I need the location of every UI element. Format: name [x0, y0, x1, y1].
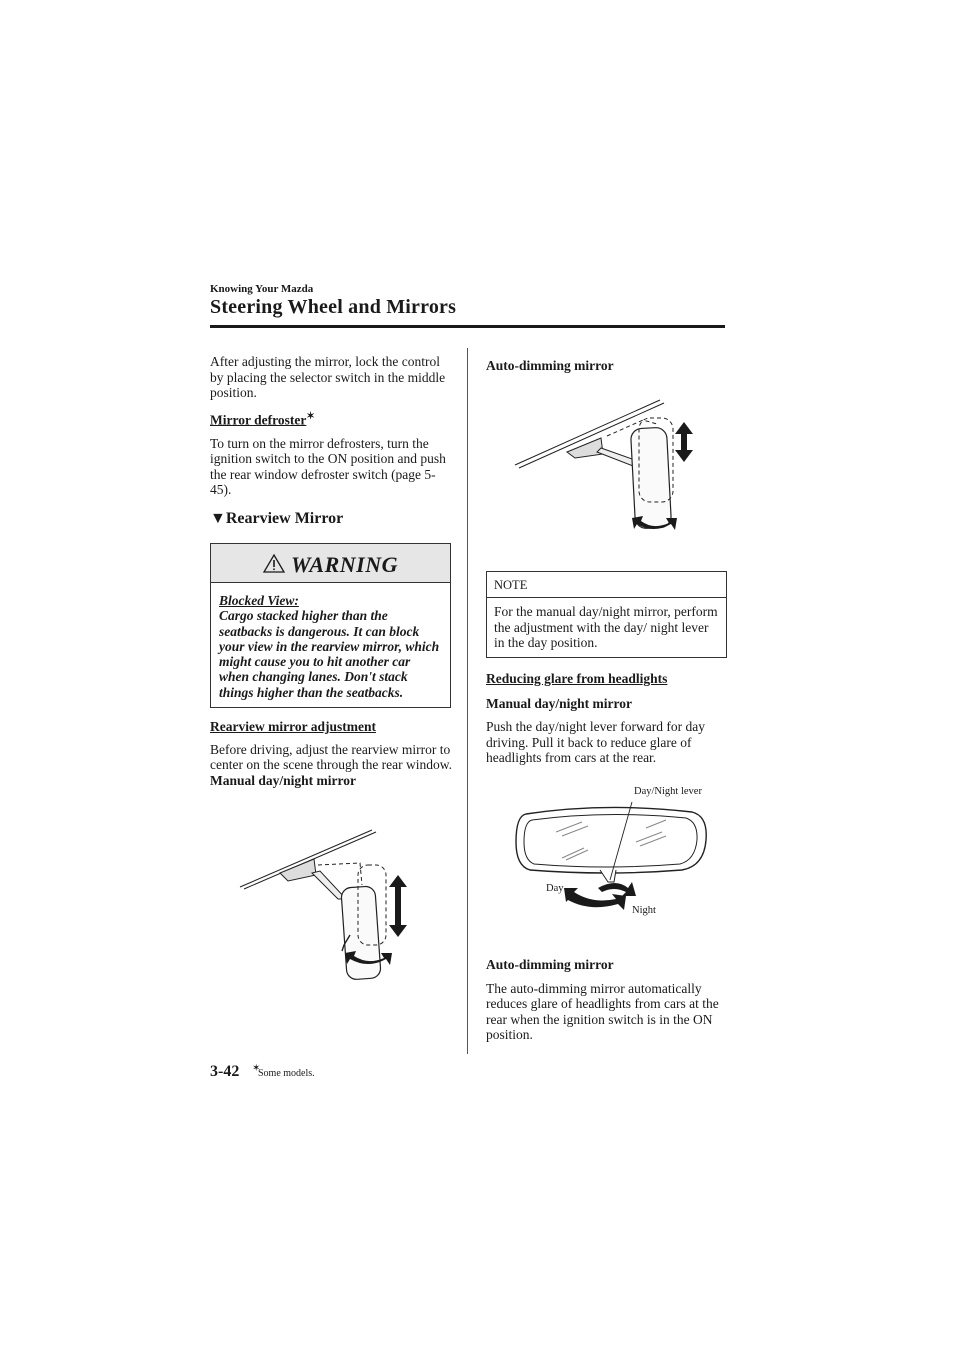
note-title: NOTE [487, 572, 726, 598]
warning-body [211, 583, 450, 700]
defroster-paragraph: To turn on the mirror defrosters, turn the ignition switch to the ON position and push the rear window defroster switch (page 5-45). [210, 435, 446, 497]
auto-dimming-section [486, 957, 726, 1043]
column-divider [467, 348, 468, 1054]
section-kicker: Knowing Your Mazda [210, 283, 314, 295]
night-label: Night [632, 905, 656, 916]
lever-label: Day/Night lever [634, 786, 702, 797]
auto-mirror-subheading: Auto-dimming mirror [486, 957, 614, 972]
warning-box [210, 543, 451, 708]
warning-triangle-icon [263, 554, 285, 573]
footnote-text: Some models. [258, 1068, 315, 1079]
triangle-marker-icon: ▼ [210, 510, 226, 527]
page-number: 3-42 [210, 1063, 240, 1080]
left-column-top [210, 354, 455, 498]
auto-dimming-mirror-illustration [515, 400, 695, 540]
adjust-paragraph: Before driving, adjust the rearview mirror to center on the scene through the rear window. [210, 741, 453, 772]
day-label: Day [546, 883, 564, 894]
manual-mirror-paragraph: Push the day/night lever forward for day driving. Pull it back to reduce glare of headlights from cars at the rear. [486, 719, 705, 765]
section-heading [210, 510, 343, 528]
title-rule [210, 325, 725, 328]
warning-text: Cargo stacked higher than the seatbacks is dangerous. It can block your view in the rearview mirror, which might cause you to hit another car when changing lanes. Don't stack things higher than the seatbacks. [219, 608, 440, 700]
adjust-heading: Rearview mirror adjustment [210, 719, 376, 734]
manual-mirror-label: Manual day/night mirror [210, 772, 357, 788]
manual-mirror-subheading: Manual day/night mirror [486, 695, 633, 711]
glare-heading: Reducing glare from headlights [486, 671, 668, 686]
rearview-mirror-drawing [486, 780, 726, 930]
section-heading-text: Rearview Mirror [225, 510, 344, 527]
some-models-star-icon: ✶ [306, 410, 315, 422]
day-night-lever-figure [486, 780, 726, 930]
right-column-text [486, 671, 726, 766]
warning-subtitle: Blocked View: [219, 593, 299, 608]
left-column-bottom [210, 719, 455, 788]
intro-paragraph: After adjusting the mirror, lock the control by placing the selector switch in the middle position. [210, 354, 446, 400]
footnote-star-icon: ✶ [252, 1063, 261, 1074]
auto-mirror-paragraph: The auto-dimming mirror automatically reduces glare of headlights from cars at the rear when the ignition switch is in the ON position. [486, 980, 719, 1042]
warning-title: WARNING [291, 552, 399, 577]
auto-mirror-label-top: Auto-dimming mirror [486, 358, 614, 373]
warning-header [211, 544, 450, 583]
manual-mirror-illustration [240, 825, 400, 975]
page-title: Steering Wheel and Mirrors [210, 296, 457, 318]
defroster-heading-text: Mirror defroster [210, 412, 307, 427]
defroster-heading [210, 409, 455, 428]
note-text: For the manual day/night mirror, perform the adjustment with the day/ night lever in the day position. [494, 604, 718, 650]
note-box [486, 571, 727, 658]
